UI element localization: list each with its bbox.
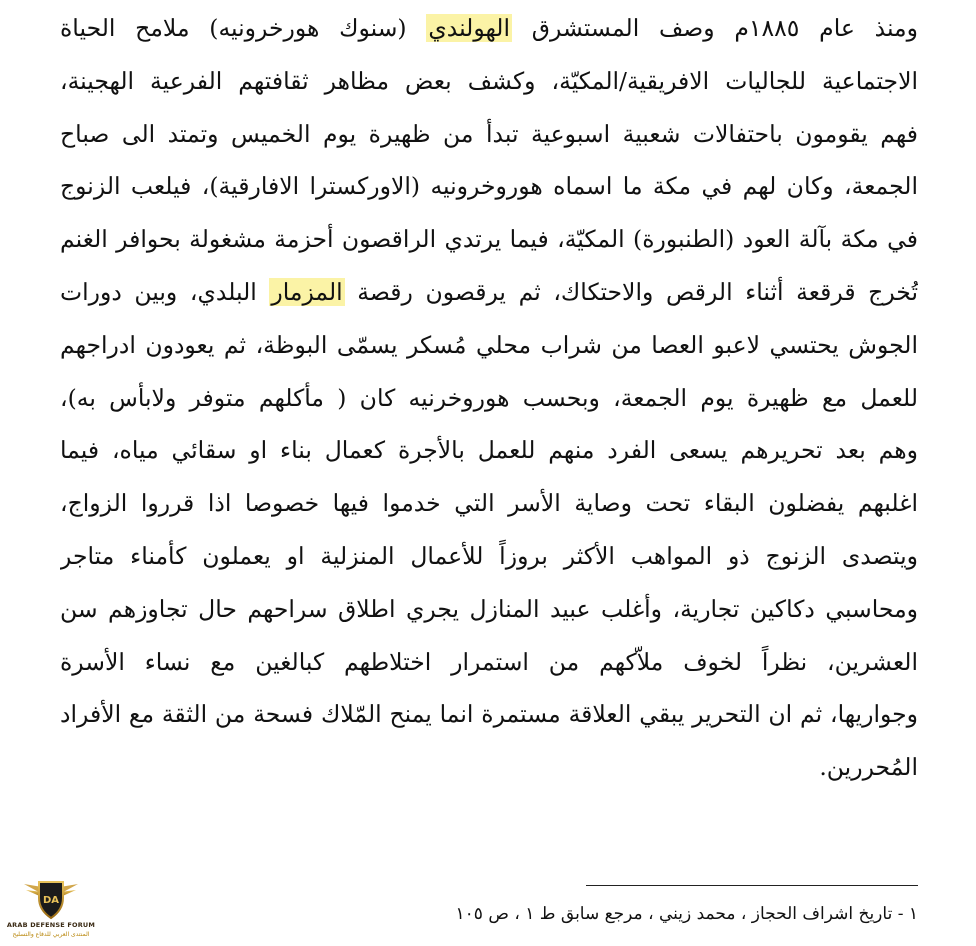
logo-title: ARAB DEFENSE FORUM	[6, 921, 96, 929]
footnote-separator	[586, 885, 918, 886]
text-segment: تُخرج قرقعة أثناء الرقص والاحتكاك، ثم يرقصون رقصة	[344, 277, 918, 306]
text-line	[60, 530, 918, 583]
eagle-emblem-icon	[24, 876, 78, 922]
text-line	[60, 477, 918, 530]
text-line	[60, 741, 918, 794]
text-segment: اغلبهم يفضلون البقاء تحت وصاية الأسر التي خدموا فيها خصوصا اذا قرروا الزواج،	[60, 489, 918, 518]
text-segment: الجمعة، وكان لهم في مكة ما اسماه هوروخرونيه (الاوركسترا الافارقية)، فيلعب الزنوج	[60, 172, 918, 201]
text-line	[60, 319, 918, 372]
footnote: ١ - تاريخ اشراف الحجاز ، محمد زيني ، مرجع سابق ط ١ ، ص ١٠٥	[455, 904, 918, 924]
text-segment: المُحررين.	[819, 753, 918, 782]
text-line	[60, 213, 918, 266]
text-segment: الاجتماعية للجاليات الافريقية/المكيّة، وكشف بعض مظاهر ثقافتهم الفرعية الهجينة،	[60, 66, 918, 95]
text-segment: فهم يقومون باحتفالات شعبية اسبوعية تبدأ من ظهيرة يوم الخميس وتمتد الى صباح	[60, 119, 918, 148]
text-segment: العشرين، نظراً لخوف ملاّكهم من استمرار اختلاطهم كبالغين مع نساء الأسرة	[60, 647, 918, 676]
text-line	[60, 424, 918, 477]
text-line	[60, 2, 918, 55]
text-segment: وهم بعد تحريرهم يسعى الفرد منهم للعمل بالأجرة كعمال بناء او سقائي مياه، فيما	[60, 436, 918, 465]
highlighted-word: الهولندي	[428, 14, 510, 42]
text-segment: (سنوك هورخرونيه) ملامح الحياة	[60, 14, 427, 42]
text-segment: البلدي، وبين دورات	[60, 277, 270, 306]
text-line	[60, 636, 918, 689]
text-line	[60, 372, 918, 425]
text-segment: للعمل مع ظهيرة يوم الجمعة، وبحسب هوروخرنيه كان ( مأكلهم متوفر ولابأس به)،	[60, 383, 918, 412]
logo-subtitle: المنتدى العربي للدفاع والتسليح	[12, 931, 90, 938]
main-paragraph	[60, 2, 918, 794]
highlighted-word: المزمار	[271, 277, 343, 306]
text-line	[60, 266, 918, 319]
logo-initials: DA	[42, 895, 60, 906]
text-segment: وجواريها، ثم ان التحرير يبقي العلاقة مستمرة انما يمنح المّلاك فسحة من الثقة مع الأفراد	[60, 700, 918, 729]
text-segment: في مكة بآلة العود (الطنبورة) المكيّة، فيما يرتدي الراقصون أحزمة مشغولة بحوافر الغنم	[60, 225, 918, 254]
text-segment: ويتصدى الزنوج ذو المواهب الأكثر بروزاً للأعمال المنزلية او يعملون كأمناء متاجر	[60, 541, 918, 570]
text-segment: ومنذ عام ١٨٨٥م وصف المستشرق	[512, 14, 918, 42]
text-line	[60, 108, 918, 161]
text-segment: الجوش يحتسي لاعبو العصا من شراب محلي مُسكر يسمّى البوظة، ثم يعودون ادراجهم	[60, 330, 918, 359]
text-segment: ومحاسبي دكاكين تجارية، وأغلب عبيد المنازل يجري اطلاق سراحهم حال تجاوزهم سن	[60, 594, 918, 623]
forum-watermark-logo	[2, 876, 100, 944]
text-line	[60, 160, 918, 213]
text-line	[60, 55, 918, 108]
text-line	[60, 583, 918, 636]
text-line	[60, 688, 918, 741]
